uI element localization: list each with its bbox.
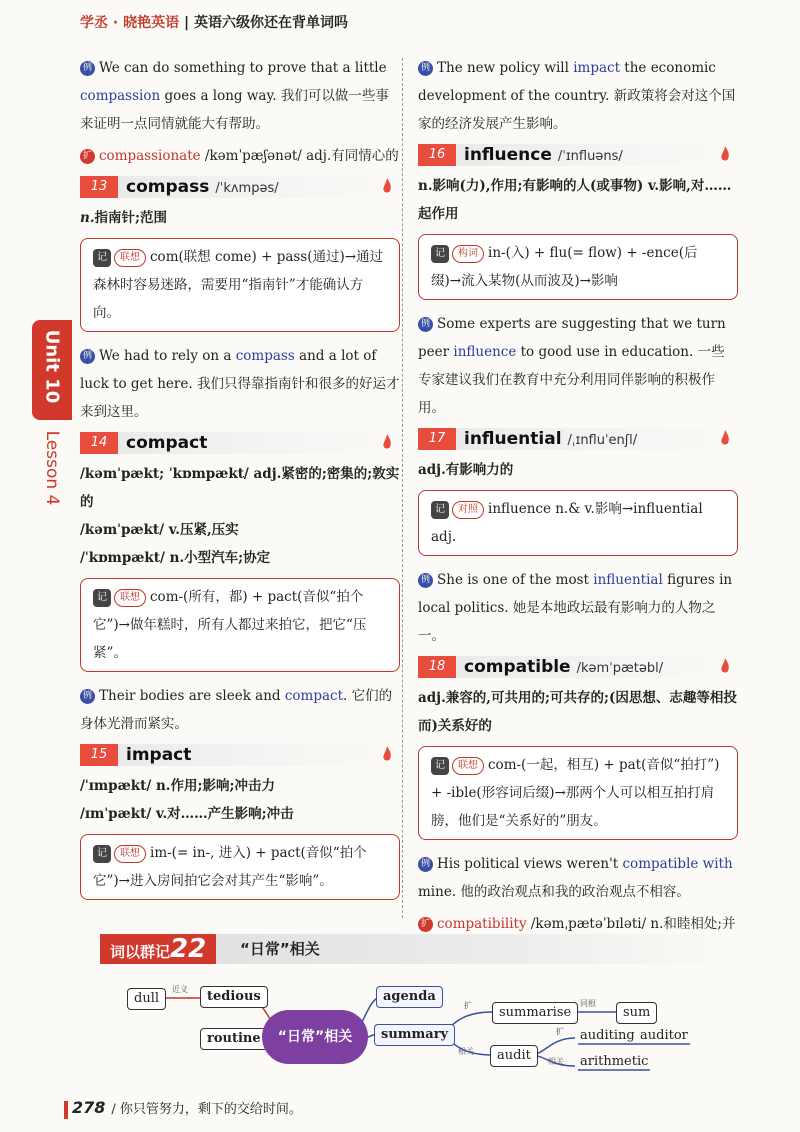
word-heading-compact: 14 compact bbox=[80, 432, 400, 454]
relation-related-2: 相关 bbox=[548, 1057, 564, 1066]
example-icon: 例 bbox=[418, 317, 433, 332]
node-dull: dull bbox=[127, 988, 166, 1010]
example-icon: 例 bbox=[80, 349, 95, 364]
node-sum: sum bbox=[616, 1002, 657, 1024]
lesson-label: Lesson 4 bbox=[42, 430, 62, 506]
node-agenda: agenda bbox=[376, 986, 443, 1008]
memory-icon: 记 bbox=[431, 501, 449, 519]
example-sentence: 例 Their bodies are sleek and compact. 它们的身体光滑而紧实。 bbox=[80, 688, 393, 732]
node-routine: routine bbox=[200, 1028, 268, 1050]
memory-icon: 记 bbox=[431, 757, 449, 775]
node-arithmetic: arithmetic bbox=[580, 1054, 649, 1069]
example-sentence: 例 She is one of the most influential figures in local politics. 她是本地政坛最有影响力的人物之一。 bbox=[418, 572, 733, 644]
node-auditor: auditor bbox=[640, 1028, 688, 1043]
example-icon: 例 bbox=[80, 689, 95, 704]
group-tag: 词以群记22 bbox=[100, 934, 216, 964]
brand: 学丞 · 晓艳英语 bbox=[80, 15, 180, 31]
example-icon: 例 bbox=[418, 61, 433, 76]
extension-icon: 扩 bbox=[80, 149, 95, 164]
memory-box: 记 联想 com-(所有，都) + pact(音似“拍个它”)→做年糕时，所有人都过来拍它，把它“压紧”。 bbox=[80, 578, 400, 672]
extension-entry: 扩 compatibility /kəmˌpætəˈbɪləti/ n.和睦相处;并 bbox=[418, 910, 738, 966]
relation-synonym: 近义 bbox=[172, 985, 188, 994]
relation-extend: 扩 bbox=[464, 1001, 472, 1010]
group-title: “日常”相关 bbox=[240, 940, 320, 958]
footer-accent bbox=[64, 1101, 68, 1119]
memory-box: 记 对照 influence n.& v.影响→influential adj. bbox=[418, 490, 738, 556]
example-sentence: 例 We can do something to prove that a little compassion goes a long way. 我们可以做一些事来证明一点同情就能大有帮助。 bbox=[80, 60, 389, 132]
unit-label: Unit 10 bbox=[41, 329, 63, 404]
node-tedious: tedious bbox=[200, 986, 268, 1008]
word-heading-influence: 16 influence /ˈɪnfluəns/ bbox=[418, 144, 738, 166]
running-header: 学丞 · 晓艳英语 | 英语六级你还在背单词吗 bbox=[80, 15, 348, 31]
memory-box: 记 联想 im-(= in-, 进入) + pact(音似“拍个它”)→进入房间拍它会对其产生“影响”。 bbox=[80, 834, 400, 900]
node-audit: audit bbox=[490, 1045, 538, 1067]
node-auditing: auditing bbox=[580, 1028, 635, 1043]
word-heading-impact: 15 impact bbox=[80, 744, 400, 766]
memory-icon: 记 bbox=[431, 245, 449, 263]
word-heading-influential: 17 influential /ˌɪnfluˈenʃl/ bbox=[418, 428, 738, 450]
left-column: 例 We can do something to prove that a little compassion goes a long way. 我们可以做一些事来证明一点同情就能大有帮助。 扩 compassionate /kəmˈpæʃənət/ adj.有同情心的 13 compass /ˈkʌmpəs/ n.指南针;范围 记 联想 com(联想 come) + pass(通过)→通过森林时容易迷路，需要用“指南针”才能确认方向。 例 We had to rely on a compass and a lot of luck to get here. 我们只得靠指南针和很多的好运才来到这里。 14 compact /kəmˈpækt; ˈkɒmpækt/ adj.紧密的;密集的;敦实的 /kəmˈpækt/ v.压紧,压实 /ˈkɒmpækt/ n.小型汽车;协定 记 联想 com-(所有，都) + pact(音似“拍个它”)→做年糕时，所有人都过来拍它，把它“压紧”。 例 Their bodies are sleek and compact. 它们的身体光滑而紧实。 15 impact /ˈɪmpækt/ n.作用;影响;冲击力 /ɪmˈpækt/ v.对……产生影响;冲击 记 联想 im-(= in-, 进入) + pact(音似“拍个它”)→进入房间拍它会对其产生“影响”。 bbox=[80, 54, 400, 910]
node-summary: summary bbox=[374, 1024, 455, 1046]
word-heading-compass: 13 compass /ˈkʌmpəs/ bbox=[80, 176, 400, 198]
example-sentence: 例 Some experts are suggesting that we turn peer influence to good use in education. 一些专家建议我们在教育中充分利用同伴影响的积极作用。 bbox=[418, 316, 726, 416]
footer-motto: 你只管努力，剩下的交给时间。 bbox=[119, 1102, 302, 1117]
extension-entry: 扩 compassionate /kəmˈpæʃənət/ adj.有同情心的 bbox=[80, 142, 400, 170]
memory-box: 记 联想 com(联想 come) + pass(通过)→通过森林时容易迷路，需要用“指南针”才能确认方向。 bbox=[80, 238, 400, 332]
memory-icon: 记 bbox=[93, 589, 111, 607]
relation-related: 相关 bbox=[458, 1047, 474, 1056]
memory-icon: 记 bbox=[93, 249, 111, 267]
example-sentence: 例 We had to rely on a compass and a lot of luck to get here. 我们只得靠指南针和很多的好运才来到这里。 bbox=[80, 348, 400, 420]
page-number: 278 bbox=[72, 1098, 106, 1117]
page-footer: 278 / 你只管努力，剩下的交给时间。 bbox=[64, 1098, 302, 1119]
memory-box: 记 构词 in-(入) + flu(= flow) + -ence(后缀)→流入某物(从而波及)→影响 bbox=[418, 234, 738, 300]
relation-same-root: 同根 bbox=[580, 999, 596, 1008]
relation-extend-2: 扩 bbox=[556, 1027, 564, 1036]
memory-box: 记 联想 com-(一起，相互) + pat(音似“拍打”) + -ible(形容词后缀)→那两个人可以相互拍打肩膀，他们是“关系好的”朋友。 bbox=[418, 746, 738, 840]
book-title: 英语六级你还在背单词吗 bbox=[193, 15, 348, 31]
example-sentence: 例 His political views weren't compatible with mine. 他的政治观点和我的政治观点不相容。 bbox=[418, 856, 733, 900]
center-node: “日常”相关 bbox=[262, 1010, 368, 1064]
example-icon: 例 bbox=[80, 61, 95, 76]
node-summarise: summarise bbox=[492, 1002, 578, 1024]
example-sentence: 例 The new policy will impact the economic development of the country. 新政策将会对这个国家的经济发展产生影响。 bbox=[418, 60, 736, 132]
example-icon: 例 bbox=[418, 857, 433, 872]
right-column: 例 The new policy will impact the economic development of the country. 新政策将会对这个国家的经济发展产生影响。 16 influence /ˈɪnfluəns/ n.影响(力),作用;有影响的人(或事物) v.影响,对……起作用 记 构词 in-(入) + flu(= flow) + -ence(后缀)→流入某物(从而波及)→影响 例 Some experts are suggesting that we turn peer influence to good use in education. 一些专家建议我们在教育中充分利用同伴影响的积极作用。 17 influential /ˌɪnfluˈenʃl/ adj.有影响力的 记 对照 influence n.& v.影响→influential adj. 例 She is one of the most influential figures in local politics. 她是本地政坛最有影响力的人物之一。 18 compatible /kəmˈpætəbl/ adj.兼容的,可共用的;可共存的;(因思想、志趣等相投而)关系好的 记 联想 com-(一起，相互) + pat(音似“拍打”) + -ible(形容词后缀)→那两个人可以相互拍打肩膀，他们是“关系好的”朋友。 例 His political views weren't compatible with mine. 他的政治观点和我的政治观点不相容。 扩 compatibility /kəmˌpætəˈbɪləti/ n.和睦相处;并 bbox=[418, 54, 738, 970]
memory-icon: 记 bbox=[93, 845, 111, 863]
extension-icon: 扩 bbox=[418, 917, 433, 932]
example-icon: 例 bbox=[418, 573, 433, 588]
word-heading-compatible: 18 compatible /kəmˈpætəbl/ bbox=[418, 656, 738, 678]
